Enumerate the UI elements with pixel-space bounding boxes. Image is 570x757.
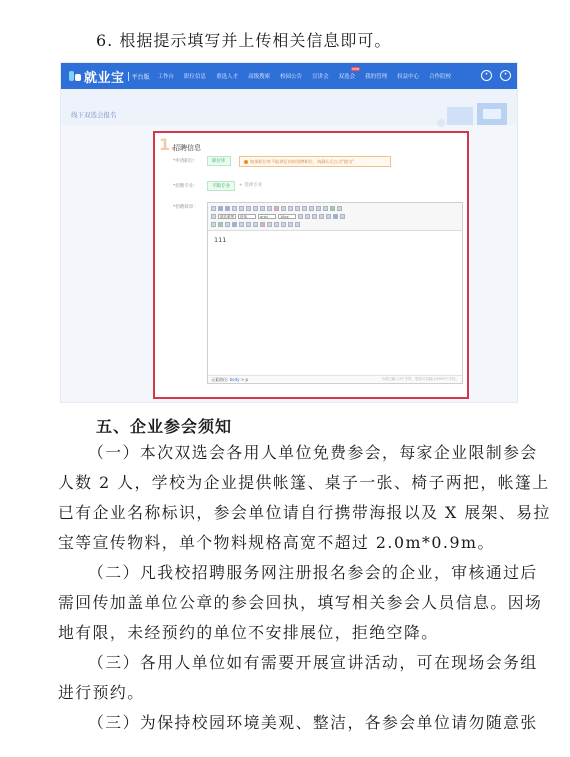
element-path-label: 元素路径: <box>211 377 229 382</box>
image-icon[interactable] <box>218 222 223 227</box>
align-left-icon[interactable] <box>305 214 310 219</box>
embedded-screenshot <box>60 62 518 403</box>
top-nav-bar <box>61 63 518 89</box>
align-center-icon[interactable] <box>312 214 317 219</box>
para-format-icon[interactable] <box>211 214 216 219</box>
para-line-4: 宝等宣传物料，单个物料规格高宽不超过 2.0m*0.9m。 <box>58 533 495 552</box>
nav-item-manage[interactable]: 我的管理 <box>365 74 388 80</box>
nav-item-notice[interactable]: 校园公告 <box>280 74 303 80</box>
element-path <box>211 377 248 383</box>
font-size-select[interactable]: 16px <box>278 214 296 219</box>
align-justify-icon[interactable] <box>326 214 331 219</box>
warning-icon <box>244 160 248 164</box>
para-line-9: 进行预约。 <box>58 683 145 702</box>
position-label: *申请职位： <box>173 159 198 164</box>
subscript-icon[interactable] <box>267 206 272 211</box>
attachment-icon[interactable] <box>246 222 251 227</box>
superscript-icon[interactable] <box>260 206 265 211</box>
editor-toolbar <box>208 203 462 231</box>
warning-text: 如果职位库不能满足你的招聘职位，请确认后点击"提交" <box>250 159 355 164</box>
para-line-1: （一）本次双选会各用人单位免费参会，每家企业限制参会 <box>88 443 538 462</box>
nav-item-jobs[interactable]: 职位信息 <box>184 74 207 80</box>
element-path-suffix: > p <box>240 377 248 382</box>
editor-status-bar <box>208 375 462 383</box>
logo-sub: 平台版 <box>128 72 150 81</box>
nav-item-rights[interactable]: 权益中心 <box>397 74 420 80</box>
warning-tip <box>239 156 391 167</box>
nav-item-workbench[interactable]: 工作台 <box>157 74 175 80</box>
paragraph-select[interactable]: 段落 <box>238 214 256 219</box>
link-icon[interactable] <box>333 214 338 219</box>
position-library-button[interactable]: 职位库 <box>207 156 231 166</box>
para-line-7: 地有限，未经预约的单位不安排展位，拒绝空降。 <box>58 623 439 642</box>
logo-text: 就业宝 <box>84 70 125 86</box>
panel-step-number: 1. <box>159 135 177 154</box>
section-heading: 五、企业参会须知 <box>96 417 233 436</box>
nav-item-fair[interactable] <box>338 67 360 80</box>
step-instruction: 6. 根据提示填写并上传相关信息即可。 <box>96 31 392 50</box>
editor-content[interactable]: 111 <box>214 236 227 244</box>
nav-icons <box>481 70 511 81</box>
para-line-10: （三）为保持校园环境美观、整洁，各参会单位请勿随意张 <box>88 713 538 732</box>
highlight-icon[interactable] <box>295 206 300 211</box>
quote-icon[interactable] <box>281 206 286 211</box>
nav-item-talk[interactable]: 宣讲会 <box>312 74 329 80</box>
element-path-body-link[interactable]: body <box>229 377 240 382</box>
new-badge: new <box>351 67 360 71</box>
brief-label: *招聘简章： <box>173 205 198 210</box>
indent-icon[interactable] <box>298 214 303 219</box>
major-label: *招聘专业： <box>173 184 198 189</box>
eraser-icon[interactable] <box>274 206 279 211</box>
underline-icon[interactable] <box>246 206 251 211</box>
redo-icon[interactable] <box>225 206 230 211</box>
insert-icon[interactable] <box>330 206 335 211</box>
video-icon[interactable] <box>232 222 237 227</box>
italic-icon[interactable] <box>239 206 244 211</box>
clear-doc-icon[interactable] <box>323 206 328 211</box>
nav-item-schools[interactable]: 合作院校 <box>429 74 452 80</box>
font-family-select[interactable]: arial <box>258 214 276 219</box>
add-major-button[interactable]: + 选择专业 <box>239 183 263 188</box>
nav-item-talent[interactable]: 重选人才 <box>216 74 239 80</box>
undo-icon[interactable] <box>218 206 223 211</box>
nav-menu <box>157 67 462 80</box>
source-icon[interactable] <box>211 206 216 211</box>
toolbar-row-2 <box>211 214 345 219</box>
para-line-2: 人数 2 人，学校为企业提供帐篷、桌子一张、椅子两把，帐篷上 <box>58 473 550 492</box>
toolbar-row-1 <box>211 206 342 211</box>
recruit-info-panel <box>153 131 469 399</box>
para-line-5: （二）凡我校招聘服务网注册报名参会的企业，审核通过后 <box>88 563 538 582</box>
ordered-list-icon[interactable] <box>302 206 307 211</box>
align-right-icon[interactable] <box>319 214 324 219</box>
para-line-3: 已有企业名称标识，参会单位请自行携带海报以及 X 展架、易拉 <box>58 503 551 522</box>
unlink-icon[interactable] <box>340 214 345 219</box>
nav-item-search[interactable]: 高级搜索 <box>248 74 271 80</box>
select-all-icon[interactable] <box>316 206 321 211</box>
rich-text-editor[interactable] <box>207 202 463 384</box>
breadcrumb[interactable]: 线下双选会报名 <box>71 111 117 119</box>
music-icon[interactable] <box>239 222 244 227</box>
code-icon[interactable] <box>260 222 265 227</box>
font-name-select[interactable]: 微软雅黑 <box>220 215 234 219</box>
panel-title: 招聘信息 <box>173 144 201 152</box>
help-icon[interactable] <box>295 222 300 227</box>
strikethrough-icon[interactable] <box>253 206 258 211</box>
logo[interactable] <box>69 67 150 86</box>
table-icon[interactable] <box>274 222 279 227</box>
emotion-icon[interactable] <box>225 222 230 227</box>
para-line-6: 需回传加盖单位公章的参会回执，填写相关参会人员信息。因场 <box>58 593 543 612</box>
user-icon[interactable]: • <box>500 70 511 81</box>
bell-icon[interactable]: • <box>481 70 492 81</box>
font-color-icon[interactable] <box>288 206 293 211</box>
anchor-icon[interactable] <box>211 222 216 227</box>
nav-item-fair-label: 双选会 <box>338 74 356 80</box>
logo-icon <box>69 71 81 81</box>
fullscreen-icon[interactable] <box>337 206 342 211</box>
search-replace-icon[interactable] <box>281 222 286 227</box>
para-line-8: （三）各用人单位如有需要开展宣讲活动，可在现场会务组 <box>88 653 538 672</box>
bold-icon[interactable] <box>232 206 237 211</box>
map-icon[interactable] <box>253 222 258 227</box>
toolbar-row-3 <box>211 222 300 227</box>
template-icon[interactable] <box>267 222 272 227</box>
major-tag[interactable]: 不限专业 <box>207 181 235 191</box>
preview-icon[interactable] <box>288 222 293 227</box>
unordered-list-icon[interactable] <box>309 206 314 211</box>
char-count: 当前已输入3个字符，您还可以输入9997个字符。 <box>381 377 459 381</box>
